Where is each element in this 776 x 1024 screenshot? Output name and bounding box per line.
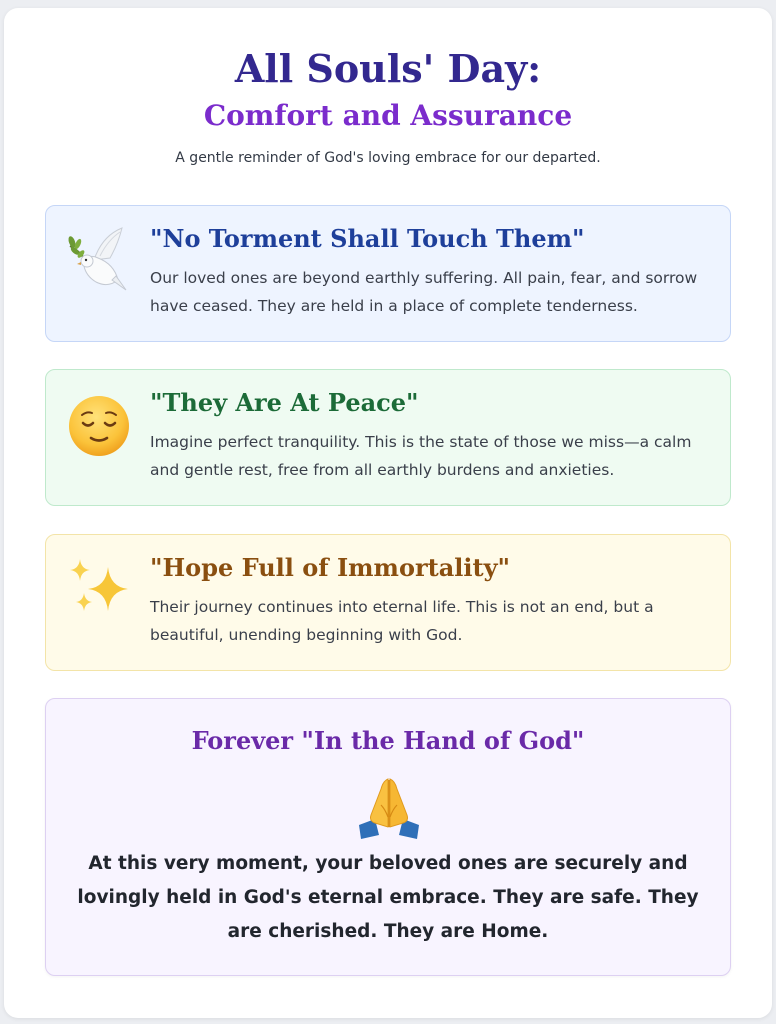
card-text: Their journey continues into eternal life. This is not an end, but a beautiful, unending beginning with God. [150,598,654,644]
dove-with-olive-branch-icon [64,224,134,294]
relieved-face-icon [64,388,134,458]
sparkles-icon [64,553,134,623]
praying-hands-icon [355,775,423,839]
final-text: At this very moment, your beloved ones are securely and lovingly held in God's eternal embrace. They are safe. They are cherished. They are Home. [77,853,699,942]
card-heading: "Hope Full of Immortality" [150,553,511,582]
final-heading: Forever "In the Hand of God" [191,726,585,755]
content-card [4,8,772,1018]
card-text: Our loved ones are beyond earthly suffering. All pain, fear, and sorrow have ceased. They are held in a place of complete tenderness. [150,269,698,315]
card-heading: "No Torment Shall Touch Them" [150,224,585,253]
card-hope [45,534,731,671]
card-heading: "They Are At Peace" [150,388,419,417]
card-no-torment [45,205,731,342]
card-at-peace [45,369,731,506]
page-title: All Souls' Day: [234,46,542,91]
card-text: Imagine perfect tranquility. This is the state of those we miss—a calm and gentle rest, free from all earthly burdens and anxieties. [150,433,692,479]
page-subtitle: Comfort and Assurance [203,99,573,132]
card-hand-of-god [45,698,731,976]
page-tagline: A gentle reminder of God's loving embrace for our departed. [175,150,601,166]
